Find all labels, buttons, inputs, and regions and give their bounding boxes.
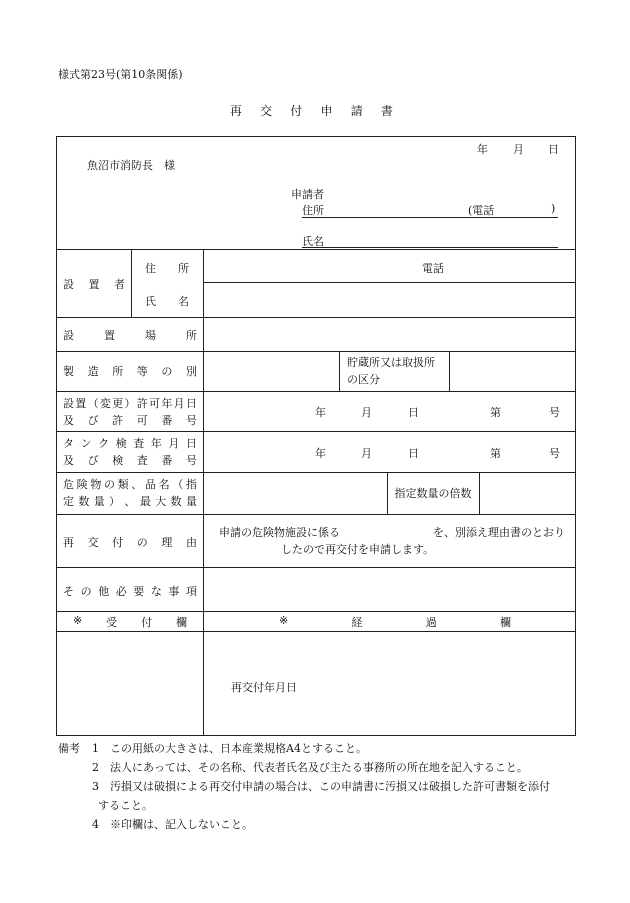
storage-type-label-l2: の区分 (347, 373, 380, 386)
installer-name-label: 氏 名 (145, 295, 189, 308)
permit-number-go: 号 (549, 406, 560, 419)
note-number: 2 (92, 761, 99, 774)
reason-text-l1: 申請の危険物施設に係る (219, 526, 340, 539)
installer-phone-label: 電話 (422, 262, 444, 275)
tank-number-go: 号 (549, 447, 560, 460)
reissue-date-label: 再交付年月日 (231, 681, 297, 694)
phone-close-label: ) (551, 202, 556, 215)
date-month-label: 月 (513, 143, 524, 156)
location-label: 設 置 場 所 (63, 329, 197, 342)
date-day-label: 日 (548, 143, 559, 156)
phone-open-label: (電話 (468, 204, 495, 217)
tank-year: 年 (315, 447, 326, 460)
progress-label: ※ 経 過 欄 (279, 614, 511, 629)
reason-label: 再 交 付 の 理 由 (63, 536, 197, 549)
permit-label-l1: 設 置 （ 変 更 ） 許 可 年 月 日 (63, 397, 197, 410)
reception-label: ※ 受 付 欄 (73, 614, 187, 629)
notes-section (58, 739, 578, 834)
tank-day: 日 (408, 447, 419, 460)
tank-month: 月 (361, 447, 372, 460)
note-text: この用紙の大きさは、日本産業規格A4とすること。 (110, 742, 367, 755)
installer-address-label: 住 所 (145, 262, 189, 275)
permit-year: 年 (315, 406, 326, 419)
reason-text-l1b: を、別添え理由書のとおり (433, 526, 565, 539)
note-number: 3 (92, 780, 99, 793)
reason-text-l2: したので再交付を申請します。 (281, 543, 435, 556)
tank-number-dai: 第 (490, 447, 501, 460)
permit-number-dai: 第 (490, 406, 501, 419)
applicant-address-label: 住所 (302, 204, 324, 217)
application-form-table (56, 136, 576, 736)
applicant-name-label: 氏名 (302, 235, 324, 248)
date-year-label: 年 (477, 143, 488, 156)
form-number-label: 様式第23号(第10条関係) (58, 68, 183, 81)
tank-label-l2: 及 び 検 査 番 号 (63, 454, 197, 467)
addressee: 魚沼市消防長 様 (87, 159, 175, 172)
note-text: 法人にあっては、その名称、代表者氏名及び主たる事務所の所在地を記入すること。 (110, 761, 528, 774)
address-underline (302, 217, 558, 218)
tank-label-l1: タ ン ク 検 査 年 月 日 (63, 437, 197, 450)
multiple-label: 指定数量の倍数 (394, 487, 472, 500)
permit-day: 日 (408, 406, 419, 419)
note-text: ※印欄は、記入しないこと。 (110, 818, 253, 831)
other-label: そ の 他 必 要 な 事 項 (63, 585, 197, 598)
note-number: 4 (92, 818, 99, 831)
permit-month: 月 (361, 406, 372, 419)
facility-type-label: 製 造 所 等 の 別 (63, 365, 197, 378)
applicant-label: 申請者 (291, 188, 324, 201)
notes-heading: 備考 (58, 742, 80, 755)
hazard-label-l1: 危 険 物 の 類 、 品 名 （ 指 (63, 478, 197, 491)
document-title: 再 交 付 申 請 書 (229, 104, 401, 118)
note-number: 1 (92, 742, 99, 755)
installer-label: 設 置 者 (63, 278, 125, 291)
permit-label-l2: 及 び 許 可 番 号 (63, 414, 197, 427)
hazard-label-l2: 定 数 量 ） 、 最 大 数 量 (63, 495, 197, 508)
note-text: 汚損又は破損による再交付申請の場合は、この申請書に汚損又は破損した許可書類を添付 (110, 780, 550, 793)
storage-type-label-l1: 貯蔵所又は取扱所 (347, 356, 435, 369)
name-underline (302, 247, 558, 248)
note-text-continuation: すること。 (98, 799, 153, 812)
